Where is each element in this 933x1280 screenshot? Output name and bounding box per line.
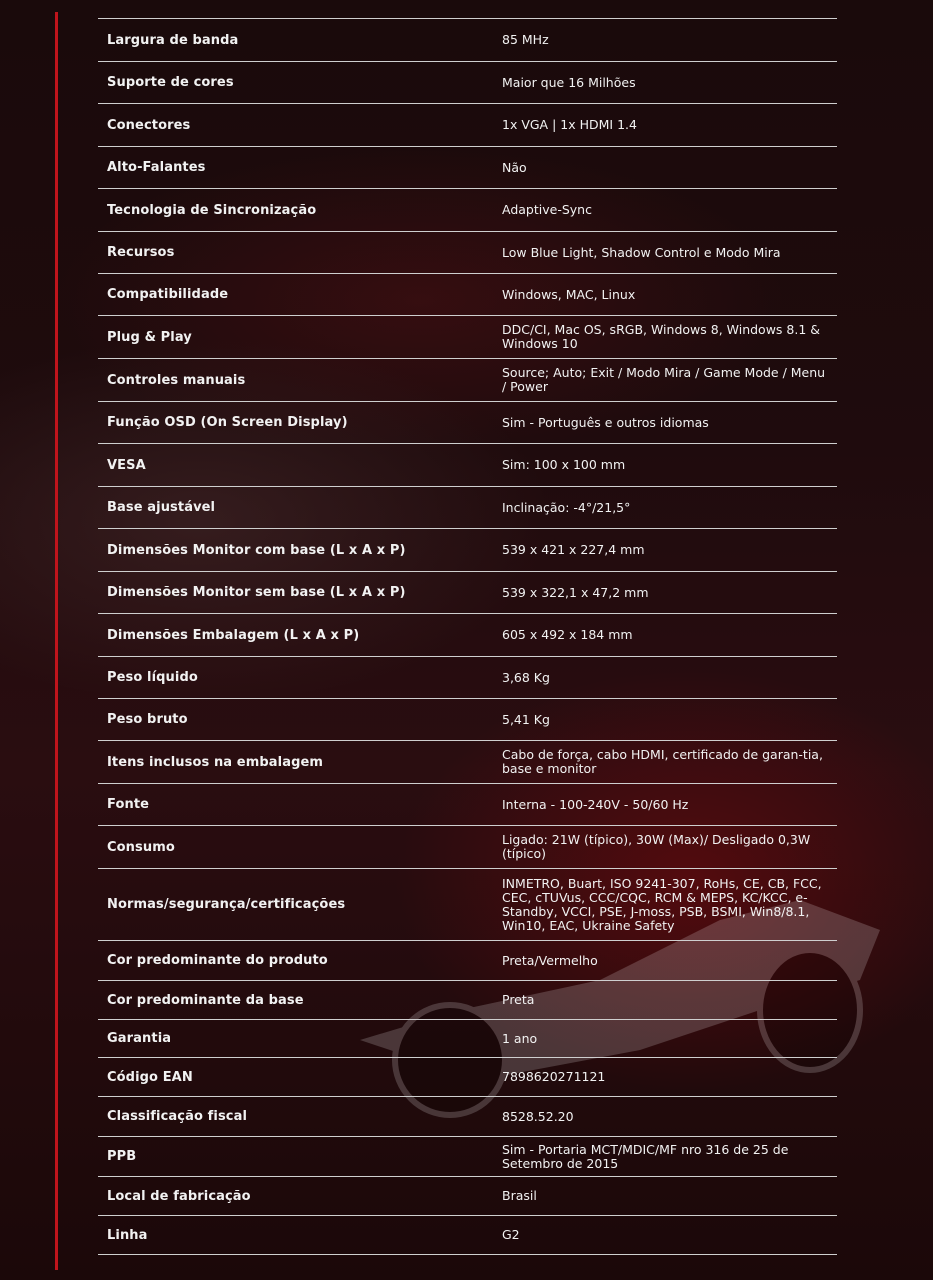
- spec-row: [98, 784, 837, 826]
- spec-value: 1 ano: [502, 1030, 538, 1046]
- spec-label: Plug & Play: [107, 329, 192, 345]
- spec-value: Inclinação: -4°/21,5°: [502, 499, 631, 515]
- spec-row: [98, 699, 837, 741]
- spec-value: Maior que 16 Milhões: [502, 74, 636, 90]
- spec-label: Fonte: [107, 797, 150, 812]
- spec-row: [98, 232, 837, 274]
- spec-row: [98, 941, 837, 981]
- spec-value: Sim: 100 x 100 mm: [502, 457, 626, 472]
- spec-label: PPB: [107, 1149, 137, 1164]
- spec-label: Peso líquido: [107, 670, 198, 685]
- spec-label: Cor predominante da base: [107, 992, 304, 1008]
- spec-value: 539 x 322,1 x 47,2 mm: [502, 584, 649, 600]
- spec-value: Low Blue Light, Shadow Control e Modo Mira: [502, 244, 781, 260]
- spec-row: [98, 104, 837, 147]
- spec-value: Windows, MAC, Linux: [502, 286, 636, 302]
- spec-row: [98, 62, 837, 104]
- spec-row: [98, 1177, 837, 1216]
- spec-label: Dimensões Embalagem (L x A x P): [107, 627, 360, 643]
- spec-label: Classificação fiscal: [107, 1109, 248, 1124]
- spec-row: [98, 826, 837, 869]
- spec-value: 605 x 492 x 184 mm: [502, 627, 633, 642]
- spec-label: Garantia: [107, 1031, 172, 1046]
- spec-label: Alto-Falantes: [107, 160, 206, 175]
- spec-row: [98, 1020, 837, 1058]
- spec-value: 5,41 Kg: [502, 711, 550, 727]
- spec-label: Código EAN: [107, 1069, 193, 1085]
- spec-table: [98, 18, 837, 1255]
- spec-value: Interna - 100-240V - 50/60 Hz: [502, 796, 689, 812]
- spec-value: 1x VGA | 1x HDMI 1.4: [502, 117, 637, 132]
- spec-value: Preta/Vermelho: [502, 952, 598, 968]
- spec-value: Não: [502, 159, 527, 175]
- spec-label: Conectores: [107, 117, 191, 133]
- spec-label: Largura de banda: [107, 32, 239, 48]
- spec-row: [98, 741, 837, 784]
- spec-value: Brasil: [502, 1188, 537, 1203]
- spec-value: 8528.52.20: [502, 1108, 574, 1124]
- spec-row: [98, 316, 837, 359]
- spec-row: [98, 614, 837, 657]
- spec-value: Cabo de força, cabo HDMI, certificado de garan-tia, base e monitor: [502, 747, 823, 776]
- spec-label: Consumo: [107, 839, 175, 855]
- spec-label: Linha: [107, 1227, 148, 1243]
- spec-row: [98, 1216, 837, 1255]
- spec-row: [98, 147, 837, 189]
- spec-label: Compatibilidade: [107, 287, 229, 302]
- spec-row: [98, 869, 837, 941]
- spec-value: 539 x 421 x 227,4 mm: [502, 542, 645, 557]
- spec-row: [98, 1137, 837, 1177]
- spec-row: [98, 274, 837, 316]
- spec-row: [98, 189, 837, 232]
- spec-row: [98, 402, 837, 444]
- spec-row: [98, 359, 837, 402]
- spec-label: VESA: [107, 457, 146, 473]
- spec-label: Local de fabricação: [107, 1188, 251, 1204]
- spec-value: G2: [502, 1227, 520, 1242]
- spec-row: [98, 657, 837, 699]
- spec-label: Base ajustável: [107, 500, 216, 515]
- spec-value: INMETRO, Buart, ISO 9241-307, RoHs, CE, CB, FCC, CEC, cTUVus, CCC/CQC, RCM & MEPS, KC/KCC, e-Standby, VCCI, PSE, J-moss, PSB, BSMI, Win8/8.1, Win10, EAC, Ukraine Safety: [502, 875, 822, 933]
- spec-row: [98, 487, 837, 529]
- spec-label: Dimensões Monitor com base (L x A x P): [107, 542, 406, 558]
- spec-row: [98, 19, 837, 62]
- spec-row: [98, 981, 837, 1020]
- spec-value: DDC/CI, Mac OS, sRGB, Windows 8, Windows 8.1 & Windows 10: [502, 322, 821, 351]
- spec-value: Ligado: 21W (típico), 30W (Max)/ Desligado 0,3W (típico): [502, 832, 811, 861]
- spec-label: Função OSD (On Screen Display): [107, 415, 348, 430]
- spec-label: Suporte de cores: [107, 75, 234, 90]
- spec-value: 7898620271121: [502, 1069, 606, 1084]
- spec-row: [98, 1058, 837, 1097]
- spec-value: 85 MHz: [502, 32, 549, 47]
- spec-value: Sim - Português e outros idiomas: [502, 414, 709, 430]
- spec-row: [98, 1097, 837, 1137]
- spec-label: Cor predominante do produto: [107, 953, 328, 968]
- spec-label: Recursos: [107, 245, 175, 260]
- spec-value: Preta: [502, 992, 535, 1007]
- spec-label: Normas/segurança/certificações: [107, 897, 346, 912]
- spec-value: 3,68 Kg: [502, 669, 550, 685]
- spec-label: Controles manuais: [107, 372, 246, 388]
- spec-value: Source; Auto; Exit / Modo Mira / Game Mode / Menu / Power: [502, 365, 826, 394]
- spec-label: Dimensões Monitor sem base (L x A x P): [107, 585, 406, 600]
- red-accent-rule: [55, 12, 58, 1270]
- spec-label: Tecnologia de Sincronização: [107, 202, 317, 218]
- spec-label: Itens inclusos na embalagem: [107, 754, 324, 770]
- spec-row: [98, 444, 837, 487]
- spec-row: [98, 529, 837, 572]
- spec-row: [98, 572, 837, 614]
- spec-value: Sim - Portaria MCT/MDIC/MF nro 316 de 25 de Setembro de 2015: [502, 1141, 789, 1171]
- spec-label: Peso bruto: [107, 712, 188, 727]
- spec-value: Adaptive-Sync: [502, 202, 592, 217]
